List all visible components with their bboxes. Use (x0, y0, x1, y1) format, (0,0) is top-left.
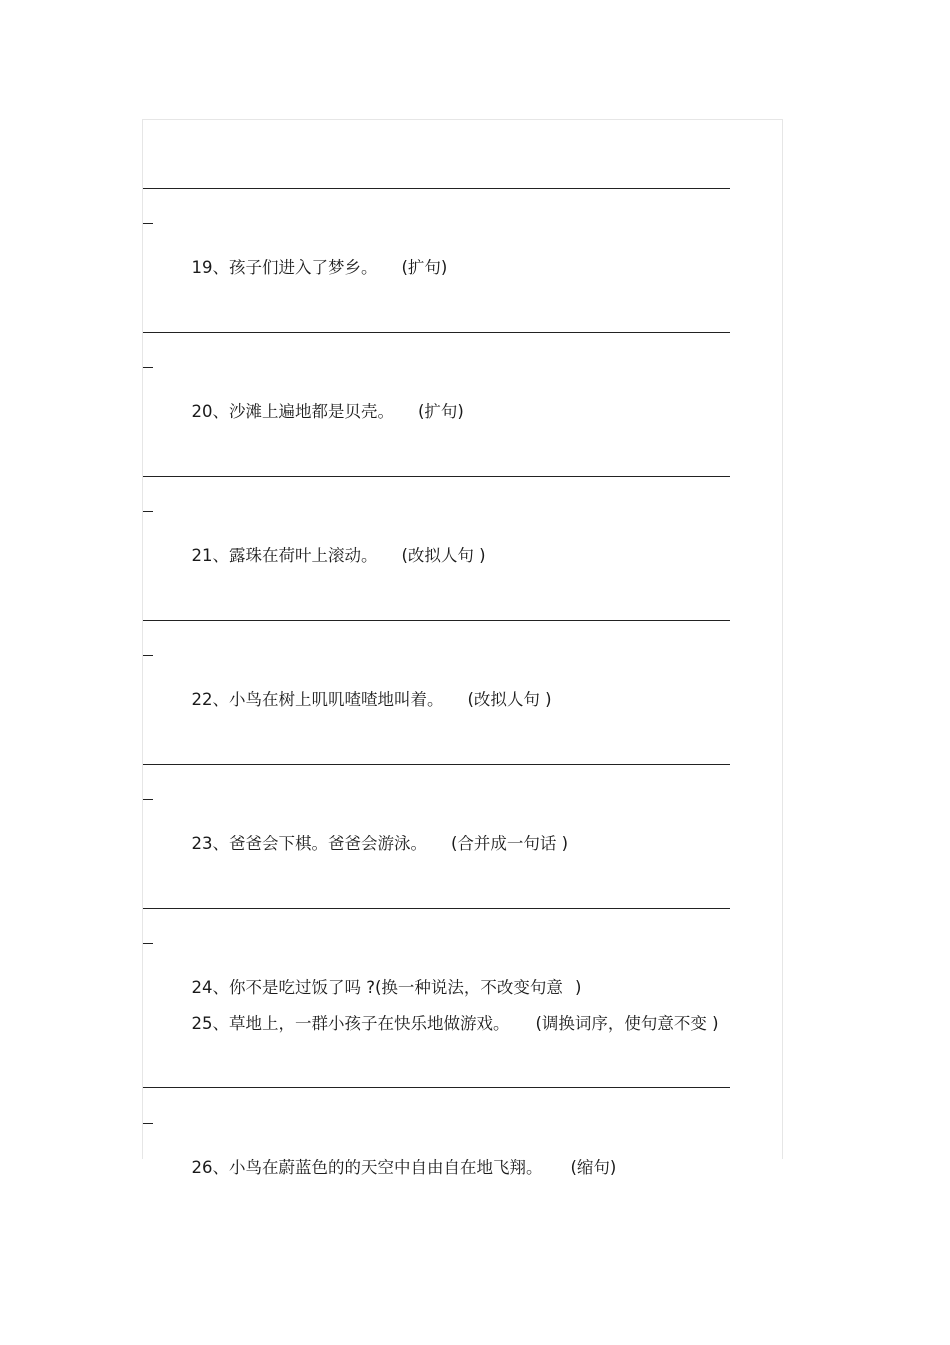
question-text: 21、露珠在荷叶上滚动。 (191, 546, 378, 565)
question-23 (181, 814, 568, 854)
question-text: 24、你不是吃过饭了吗 ?(换一种说法，不改变句意 (191, 978, 563, 997)
question-22 (181, 670, 552, 710)
question-hint: (合并成一句话 ) (451, 834, 569, 853)
answer-line-stub (143, 1123, 153, 1124)
question-text: 20、沙滩上遍地都是贝壳。 (191, 402, 394, 421)
question-text: 23、爸爸会下棋。爸爸会游泳。 (191, 834, 427, 853)
question-text: 25、草地上，一群小孩子在快乐地做游戏。 (191, 1014, 510, 1033)
question-text: 26、小鸟在蔚蓝色的的天空中自由自在地飞翔。 (191, 1158, 543, 1177)
question-hint: (扩句) (401, 258, 448, 277)
question-20 (181, 382, 464, 422)
answer-line-stub (143, 223, 153, 224)
question-text: 19、孩子们进入了梦乡。 (191, 258, 378, 277)
answer-line-stub (143, 943, 153, 944)
question-26 (181, 1138, 616, 1178)
answer-line-stub (143, 511, 153, 512)
answer-line (143, 1087, 730, 1088)
answer-line (143, 764, 730, 765)
question-hint: (调换词序，使句意不变 ) (535, 1014, 719, 1033)
question-text: 22、小鸟在树上叽叽喳喳地叫着。 (191, 690, 444, 709)
answer-line-stub (143, 799, 153, 800)
question-hint: ) (574, 978, 582, 997)
answer-line (143, 332, 730, 333)
question-24 (181, 958, 581, 998)
answer-line (143, 476, 730, 477)
question-25 (181, 994, 719, 1034)
question-hint: (改拟人句 ) (401, 546, 486, 565)
question-21 (181, 526, 486, 566)
answer-line-stub (143, 367, 153, 368)
answer-line (143, 188, 730, 189)
answer-line (143, 908, 730, 909)
answer-line (143, 620, 730, 621)
question-hint: (缩句) (570, 1158, 617, 1177)
question-hint: (改拟人句 ) (467, 690, 552, 709)
question-19 (181, 238, 447, 278)
question-hint: (扩句) (418, 402, 464, 421)
answer-line-stub (143, 655, 153, 656)
